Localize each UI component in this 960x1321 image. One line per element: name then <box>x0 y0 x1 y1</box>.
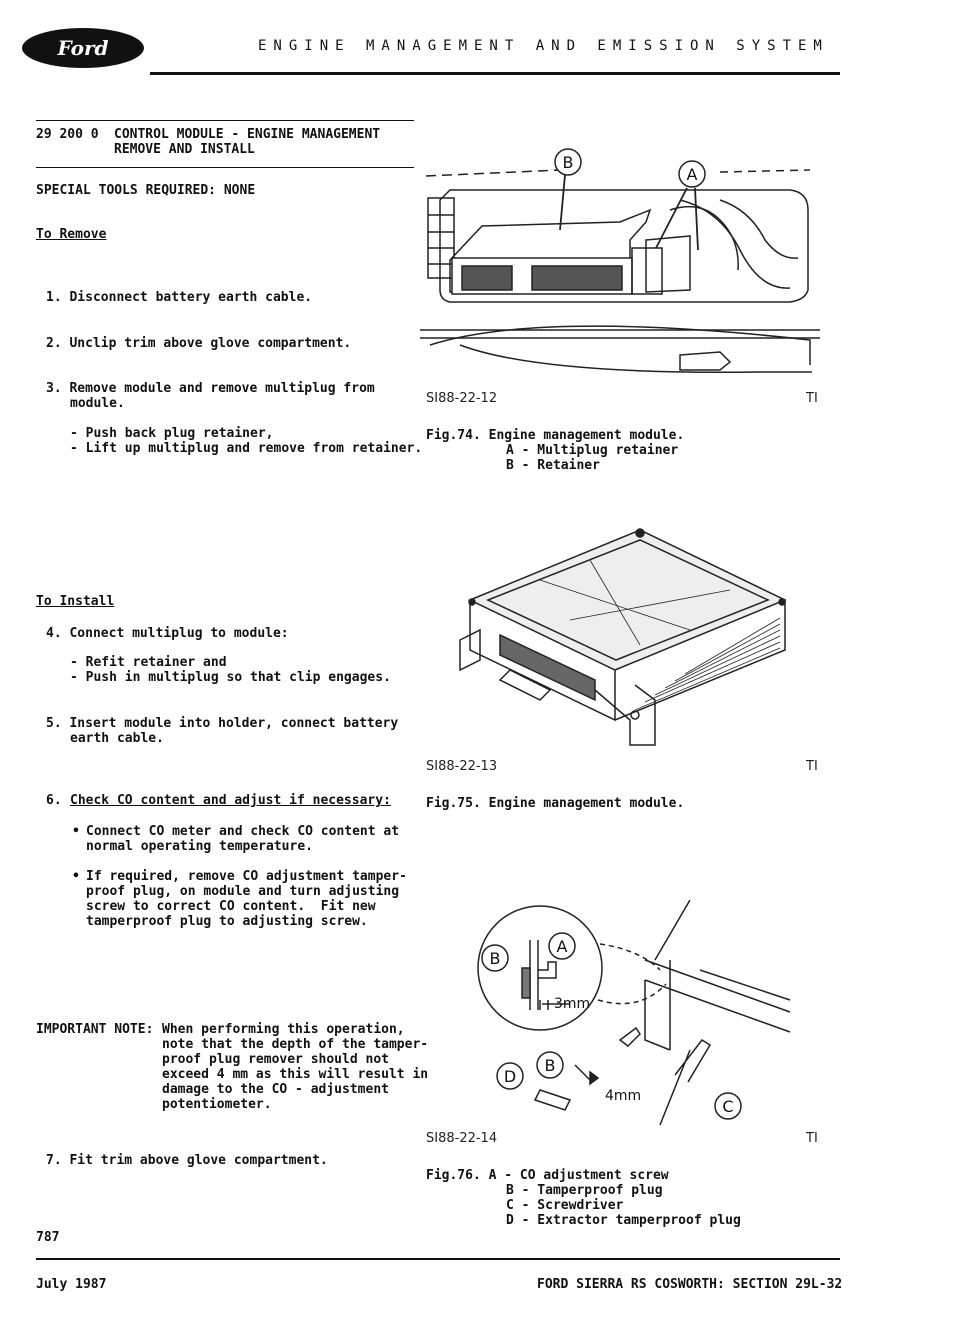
fig76-caption-line4: D - Extractor tamperproof plug <box>506 1213 741 1228</box>
page-number: 787 <box>36 1230 60 1245</box>
fig76-illustration <box>470 900 810 1135</box>
install-heading: To Install <box>36 594 115 609</box>
remove-heading: To Remove <box>36 227 107 242</box>
install-sub-2: - Push in multiplug so that clip engages. <box>70 670 391 685</box>
bullet-1-line2: normal operating temperature. <box>86 839 313 854</box>
footer-date: July 1987 <box>36 1277 107 1292</box>
bullet-2-line2: proof plug, on module and turn adjusting <box>86 884 400 899</box>
page-header-title: ENGINE MANAGEMENT AND EMISSION SYSTEM <box>258 38 829 54</box>
fig76-callout-b: B <box>489 949 501 968</box>
important-note-line5: damage to the CO - adjustment <box>162 1082 389 1097</box>
remove-step-3-line2: module. <box>70 396 125 411</box>
fig76-callout-b2: B <box>544 1056 556 1075</box>
install-sub-1: - Refit retainer and <box>70 655 227 670</box>
important-note-line6: potentiometer. <box>162 1097 272 1112</box>
important-note-line2: note that the depth of the tamper- <box>162 1037 429 1052</box>
important-note-label: IMPORTANT NOTE: <box>36 1022 154 1037</box>
install-step-5-line2: earth cable. <box>70 731 164 746</box>
fig76-caption-line2: B - Tamperproof plug <box>506 1183 663 1198</box>
install-step-7: 7. Fit trim above glove compartment. <box>46 1153 328 1168</box>
fig74-callout-a: A <box>686 165 698 184</box>
fig76-corner: TI <box>806 1131 818 1146</box>
section-bottom-rule <box>36 167 414 168</box>
ford-logo <box>22 28 144 68</box>
install-step-6-text: Check CO content and adjust if necessary: <box>70 793 391 808</box>
fig74-caption-line3: B - Retainer <box>506 458 600 473</box>
install-step-5-line1: 5. Insert module into holder, connect battery <box>46 716 399 731</box>
fig76-dim-3mm: 3mm <box>554 996 591 1012</box>
fig74-illustration <box>420 140 820 400</box>
fig75-ref: SI88-22-13 <box>426 759 498 774</box>
fig75-caption: Fig.75. Engine management module. <box>426 796 685 811</box>
bullet-1-line1: Connect CO meter and check CO content at <box>86 824 400 839</box>
remove-sub-2: - Lift up multiplug and remove from retainer. <box>70 441 423 456</box>
fig76-callout-c: C <box>722 1097 734 1116</box>
fig74-callout-b: B <box>562 153 574 172</box>
install-step-6-num: 6. <box>46 793 62 808</box>
install-step-4: 4. Connect multiplug to module: <box>46 626 289 641</box>
bullet-2-line4: tamperproof plug to adjusting screw. <box>86 914 368 929</box>
bullet-2-line1: If required, remove CO adjustment tamper- <box>86 869 407 884</box>
footer-section: FORD SIERRA RS COSWORTH: SECTION 29L-32 <box>537 1277 843 1292</box>
important-note-line1: When performing this operation, <box>162 1022 405 1037</box>
fig76-callout-d: D <box>503 1067 517 1086</box>
header-rule <box>150 72 840 75</box>
footer-rule <box>36 1258 840 1260</box>
fig74-corner: TI <box>806 391 818 406</box>
fig74-caption-line1: Fig.74. Engine management module. <box>426 428 685 443</box>
fig74-caption-line2: A - Multiplug retainer <box>506 443 679 458</box>
remove-step-3-line1: 3. Remove module and remove multiplug from <box>46 381 375 396</box>
bullet-icon: • <box>72 869 80 884</box>
fig76-caption-line1: Fig.76. A - CO adjustment screw <box>426 1168 669 1183</box>
section-title-line2: REMOVE AND INSTALL <box>114 142 255 157</box>
fig74-ref: SI88-22-12 <box>426 391 498 406</box>
section-title-line1: CONTROL MODULE - ENGINE MANAGEMENT <box>114 127 381 142</box>
bullet-icon: • <box>72 824 80 839</box>
fig76-caption-line3: C - Screwdriver <box>506 1198 624 1213</box>
section-top-rule <box>36 120 414 121</box>
logo-text: Ford <box>57 36 109 60</box>
fig76-callout-a: A <box>556 937 568 956</box>
important-note-line4: exceed 4 mm as this will result in <box>162 1067 429 1082</box>
fig76-ref: SI88-22-14 <box>426 1131 498 1146</box>
bullet-2-line3: screw to correct CO content. Fit new <box>86 899 376 914</box>
fig76-dim-4mm: 4mm <box>605 1088 642 1104</box>
important-note-line3: proof plug remover should not <box>162 1052 389 1067</box>
section-number: 29 200 0 <box>36 127 99 142</box>
remove-sub-1: - Push back plug retainer, <box>70 426 274 441</box>
fig75-corner: TI <box>806 759 818 774</box>
fig75-illustration <box>440 520 800 760</box>
remove-step-1: 1. Disconnect battery earth cable. <box>46 290 313 305</box>
remove-step-2: 2. Unclip trim above glove compartment. <box>46 336 352 351</box>
special-tools: SPECIAL TOOLS REQUIRED: NONE <box>36 183 256 198</box>
